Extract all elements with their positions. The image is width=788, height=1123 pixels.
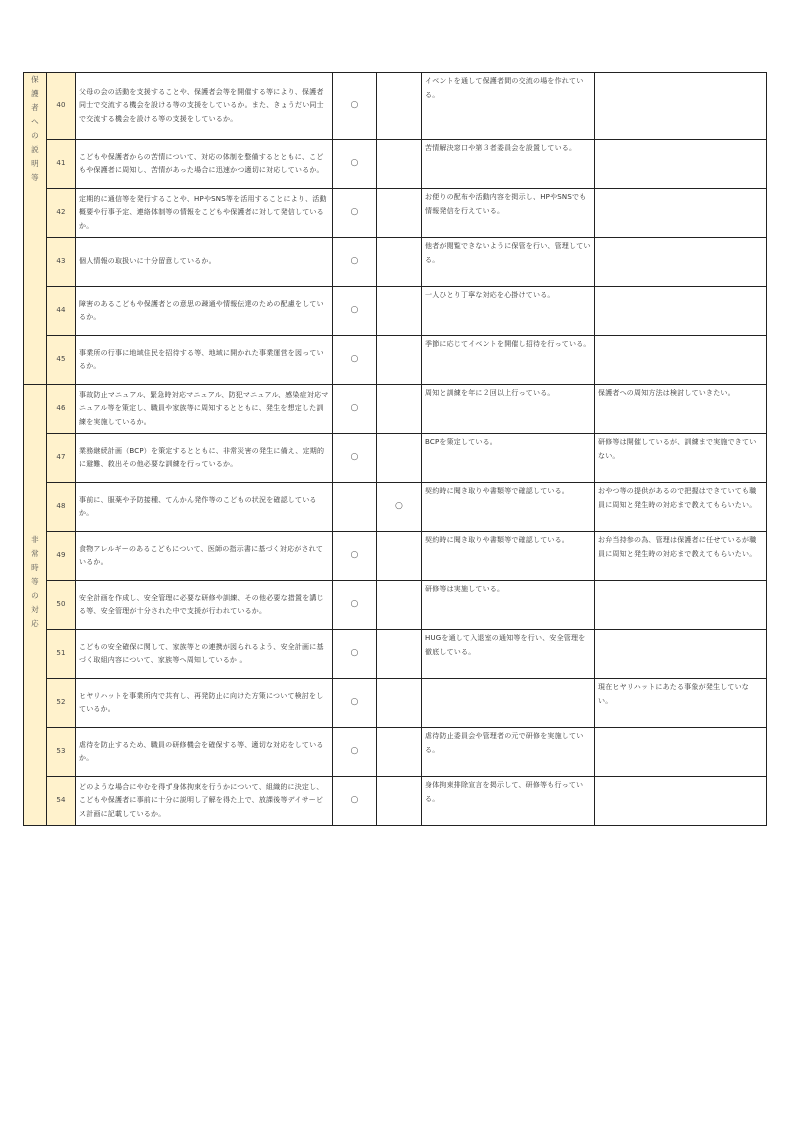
category-char: 保: [31, 75, 39, 84]
effort-note: 契約時に聞き取りや書類等で確認している。: [422, 483, 595, 532]
category-char: へ: [31, 117, 39, 126]
yes-mark: ○: [333, 532, 377, 581]
no-mark: [377, 581, 422, 630]
table-row: [24, 728, 767, 777]
question-text: 業務継続計画（BCP）を策定するとともに、非常災害の発生に備え、定期的に避難、救出その他必要な訓練を行っているか。: [76, 434, 333, 483]
no-mark: [377, 238, 422, 287]
effort-note: 契約時に聞き取りや書類等で確認している。: [422, 532, 595, 581]
yes-mark: ○: [333, 189, 377, 238]
category-char: の: [31, 591, 39, 600]
category-char: 明: [31, 159, 39, 168]
yes-mark: ○: [333, 679, 377, 728]
yes-mark: ○: [333, 630, 377, 679]
effort-note: 周知と訓練を年に２回以上行っている。: [422, 385, 595, 434]
item-number: 52: [47, 679, 76, 728]
category-char: 等: [31, 173, 39, 182]
question-text: 定期的に通信等を発行することや、HPやSNS等を活用することにより、活動概要や行事予定、連絡体制等の情報をこどもや保護者に対して発信しているか。: [76, 189, 333, 238]
category-label: [24, 73, 46, 185]
question-text: 虐待を防止するため、職員の研修機会を確保する等、適切な対応をしているか。: [76, 728, 333, 777]
no-mark: [377, 140, 422, 189]
effort-note: 一人ひとり丁寧な対応を心掛けている。: [422, 287, 595, 336]
improvement-note: [595, 336, 767, 385]
improvement-note: [595, 630, 767, 679]
item-number: 43: [47, 238, 76, 287]
item-number: 44: [47, 287, 76, 336]
effort-note: お便りの配布や活動内容を掲示し、HPやSNSでも情報発信を行えている。: [422, 189, 595, 238]
yes-mark: ○: [333, 238, 377, 287]
improvement-note: おやつ等の提供があるので把握はできていても職員に周知と発生時の対応まで教えてもらいたい。: [595, 483, 767, 532]
question-text: どのような場合にやむを得ず身体拘束を行うかについて、組織的に決定し、こどもや保護者に事前に十分に説明し了解を得た上で、放課後等デイサービス計画に記載しているか。: [76, 777, 333, 826]
question-text: 安全計画を作成し、安全管理に必要な研修や訓練、その他必要な措置を講じる等、安全管理が十分された中で支援が行われているか。: [76, 581, 333, 630]
category-char: 常: [31, 549, 39, 558]
category-char: 対: [31, 605, 39, 614]
item-number: 49: [47, 532, 76, 581]
no-mark: [377, 287, 422, 336]
item-number: 46: [47, 385, 76, 434]
effort-note: HUGを通して入退室の通知等を行い、安全管理を徹底している。: [422, 630, 595, 679]
item-number: 45: [47, 336, 76, 385]
question-text: ヒヤリハットを事業所内で共有し、再発防止に向けた方策について検討をしているか。: [76, 679, 333, 728]
effort-note: イベントを通して保護者間の交流の場を作れている。: [422, 73, 595, 140]
question-text: 父母の会の活動を支援することや、保護者会等を開催する等により、保護者同士で交流する機会を設ける等の支援をしているか。また、きょうだい同士で交流する機会を設ける等の支援をしているか。: [76, 73, 333, 140]
improvement-note: [595, 189, 767, 238]
question-text: 食物アレルギーのあるこどもについて、医師の指示書に基づく対応がされているか。: [76, 532, 333, 581]
improvement-note: [595, 287, 767, 336]
improvement-note: [595, 777, 767, 826]
item-number: 53: [47, 728, 76, 777]
item-number: 41: [47, 140, 76, 189]
table-row: [24, 777, 767, 826]
effort-note: 苦情解決窓口や第３者委員会を設置している。: [422, 140, 595, 189]
no-mark: [377, 73, 422, 140]
item-number: 47: [47, 434, 76, 483]
improvement-note: [595, 728, 767, 777]
category-char: 等: [31, 577, 39, 586]
question-text: こどもの安全確保に関して、家族等との連携が図られるよう、安全計画に基づく取組内容について、家族等へ周知しているか 。: [76, 630, 333, 679]
question-text: 事前に、服薬や予防接種、てんかん発作等のこどもの状況を確認しているか。: [76, 483, 333, 532]
table-row: [24, 385, 767, 434]
no-mark: [377, 336, 422, 385]
category-char: 非: [31, 535, 39, 544]
category-char: 説: [31, 145, 39, 154]
no-mark: [377, 777, 422, 826]
item-number: 50: [47, 581, 76, 630]
improvement-note: 保護者への周知方法は検討していきたい。: [595, 385, 767, 434]
table-row: [24, 238, 767, 287]
table-row: [24, 336, 767, 385]
no-mark: [377, 532, 422, 581]
effort-note: [422, 679, 595, 728]
yes-mark: [333, 483, 377, 532]
improvement-note: [595, 238, 767, 287]
table-row: [24, 483, 767, 532]
question-text: 事業所の行事に地域住民を招待する等、地域に開かれた事業運営を図っているか。: [76, 336, 333, 385]
category-char: 応: [31, 619, 39, 628]
yes-mark: ○: [333, 385, 377, 434]
effort-note: 季節に応じてイベントを開催し招待を行っている。: [422, 336, 595, 385]
improvement-note: お弁当持参の為、管理は保護者に任せているが職員に周知と発生時の対応まで教えてもらいたい。: [595, 532, 767, 581]
table-row: [24, 140, 767, 189]
table-row: [24, 581, 767, 630]
table-row: [24, 630, 767, 679]
effort-note: BCPを策定している。: [422, 434, 595, 483]
effort-note: 他者が閲覧できないように保管を行い、管理している。: [422, 238, 595, 287]
category-char: 護: [31, 89, 39, 98]
item-number: 51: [47, 630, 76, 679]
category-cell: [24, 385, 47, 826]
no-mark: [377, 630, 422, 679]
no-mark: ○: [377, 483, 422, 532]
table-row: [24, 532, 767, 581]
category-char: の: [31, 131, 39, 140]
question-text: こどもや保護者からの苦情について、対応の体制を整備するとともに、こどもや保護者に周知し、苦情があった場合に迅速かつ適切に対応しているか。: [76, 140, 333, 189]
table-row: [24, 679, 767, 728]
no-mark: [377, 679, 422, 728]
question-text: 障害のあるこどもや保護者との意思の疎通や情報伝達のための配慮をしているか。: [76, 287, 333, 336]
table-row: [24, 73, 767, 140]
item-number: 40: [47, 73, 76, 140]
category-char: 者: [31, 103, 39, 112]
improvement-note: [595, 73, 767, 140]
no-mark: [377, 434, 422, 483]
table-row: [24, 434, 767, 483]
yes-mark: ○: [333, 287, 377, 336]
improvement-note: [595, 581, 767, 630]
evaluation-table: [23, 72, 767, 826]
effort-note: 虐待防止委員会や管理者の元で研修を実施している。: [422, 728, 595, 777]
item-number: 54: [47, 777, 76, 826]
table-row: [24, 189, 767, 238]
item-number: 48: [47, 483, 76, 532]
improvement-note: 研修等は開催しているが、訓練まで実施できていない。: [595, 434, 767, 483]
yes-mark: ○: [333, 728, 377, 777]
yes-mark: ○: [333, 581, 377, 630]
question-text: 個人情報の取扱いに十分留意しているか。: [76, 238, 333, 287]
question-text: 事故防止マニュアル、緊急時対応マニュアル、防犯マニュアル、感染症対応マニュアル等を策定し、職員や家族等に周知するとともに、発生を想定した訓練を実施しているか。: [76, 385, 333, 434]
improvement-note: 現在ヒヤリハットにあたる事象が発生していない。: [595, 679, 767, 728]
effort-note: 研修等は実施している。: [422, 581, 595, 630]
improvement-note: [595, 140, 767, 189]
yes-mark: ○: [333, 140, 377, 189]
category-char: 時: [31, 563, 39, 572]
item-number: 42: [47, 189, 76, 238]
effort-note: 身体拘束排除宣言を掲示して、研修等も行っている。: [422, 777, 595, 826]
yes-mark: ○: [333, 777, 377, 826]
table-row: [24, 287, 767, 336]
yes-mark: ○: [333, 434, 377, 483]
category-label: [24, 385, 46, 631]
category-cell: [24, 73, 47, 385]
no-mark: [377, 728, 422, 777]
no-mark: [377, 189, 422, 238]
no-mark: [377, 385, 422, 434]
yes-mark: ○: [333, 336, 377, 385]
yes-mark: ○: [333, 73, 377, 140]
